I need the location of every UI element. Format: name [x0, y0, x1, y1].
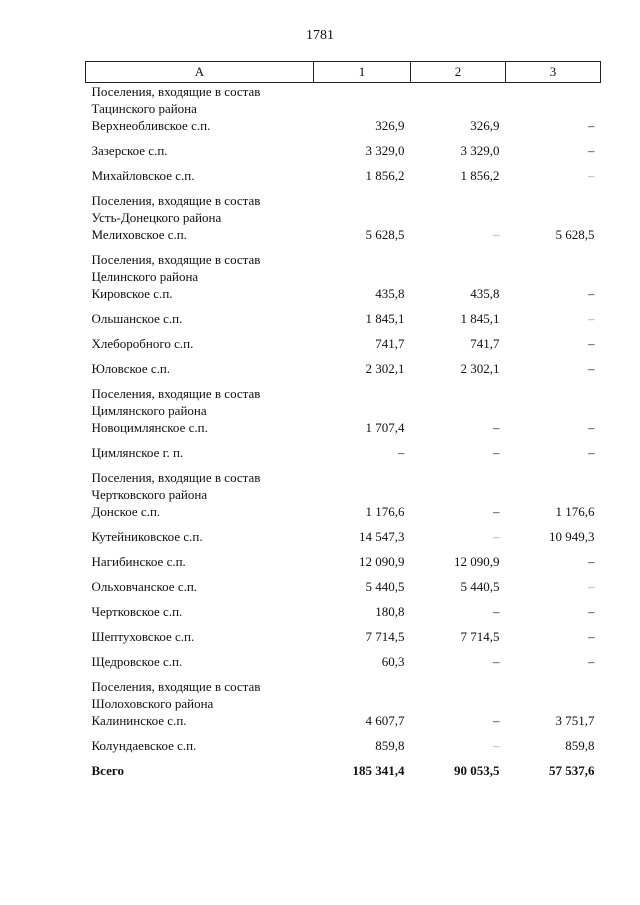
section-title-line: Поселения, входящие в состав: [91, 470, 261, 485]
value-cell-col-1: [314, 310, 411, 335]
value-text: 1 845,1: [460, 311, 500, 326]
value-cell-col-3: [506, 737, 601, 762]
settlement-name: Верхнеобливское с.п.: [91, 118, 211, 133]
value-cell-col-3: [506, 712, 601, 737]
section-title: [86, 678, 601, 712]
section-header-row: [86, 83, 601, 118]
table-row: [86, 603, 601, 628]
value-text: 1 176,6: [365, 504, 405, 519]
value-cell-col-3: [506, 444, 601, 469]
value-cell-col-3: [506, 503, 601, 528]
table-row: [86, 117, 601, 142]
value-text: 3 751,7: [555, 713, 595, 728]
value-cell-col-2: [411, 737, 506, 762]
value-text: 5 440,5: [460, 579, 500, 594]
value-text: 5 628,5: [555, 227, 595, 242]
section-title-line: Поселения, входящие в состав: [91, 679, 261, 694]
value-text: –: [493, 227, 500, 242]
value-cell-col-2: [411, 553, 506, 578]
value-text: 435,8: [375, 286, 405, 301]
value-text: 4 607,7: [365, 713, 405, 728]
value-cell-col-1: [314, 226, 411, 251]
settlement-name: Хлеборобного с.п.: [91, 336, 194, 351]
section-title-line: Цимлянского района: [91, 403, 207, 418]
table-row: [86, 285, 601, 310]
value-cell-col-1: [314, 117, 411, 142]
table-row: [86, 142, 601, 167]
table-row: [86, 310, 601, 335]
value-text: –: [588, 168, 595, 183]
table-row: [86, 653, 601, 678]
section-header-row: [86, 251, 601, 285]
value-text: 57 537,6: [549, 763, 595, 778]
settlement-name: Калининское с.п.: [91, 713, 187, 728]
value-text: 1 856,2: [365, 168, 405, 183]
value-text: –: [588, 554, 595, 569]
value-text: 2 302,1: [365, 361, 405, 376]
value-cell-col-2: [411, 360, 506, 385]
value-text: –: [493, 420, 500, 435]
value-cell-col-3: [506, 528, 601, 553]
section-title: [86, 385, 601, 419]
section-title: [86, 251, 601, 285]
section-title-line: Целинского района: [91, 269, 199, 284]
table-row: [86, 553, 601, 578]
value-text: 12 090,9: [359, 554, 405, 569]
settlement-name: Колундаевское с.п.: [91, 738, 197, 753]
value-text: –: [398, 445, 405, 460]
section-title-line: Тацинского района: [91, 101, 197, 116]
value-cell-col-3: [506, 360, 601, 385]
section-title-line: Поселения, входящие в состав: [91, 252, 261, 267]
value-cell-col-1: [314, 712, 411, 737]
value-cell-col-1: [314, 737, 411, 762]
header-cell-1: 1: [314, 62, 411, 83]
value-text: –: [588, 336, 595, 351]
table-row: [86, 503, 601, 528]
value-cell-col-1: [314, 528, 411, 553]
value-text: –: [493, 504, 500, 519]
value-text: –: [493, 445, 500, 460]
value-cell-col-1: [314, 603, 411, 628]
settlement-name: Юловское с.п.: [91, 361, 171, 376]
value-text: 326,9: [375, 118, 405, 133]
settlement-name: Донское с.п.: [91, 504, 161, 519]
value-text: 859,8: [375, 738, 405, 753]
table-row: [86, 528, 601, 553]
value-cell-col-2: [411, 117, 506, 142]
value-text: –: [493, 713, 500, 728]
value-text: –: [493, 654, 500, 669]
value-text: 3 329,0: [460, 143, 500, 158]
value-cell-col-2: [411, 528, 506, 553]
section-title-line: Поселения, входящие в состав: [91, 386, 261, 401]
section-title-line: Шолоховского района: [91, 696, 214, 711]
value-cell-col-2: [411, 419, 506, 444]
value-text: 5 440,5: [365, 579, 405, 594]
value-text: 1 856,2: [460, 168, 500, 183]
value-cell-col-2: [411, 335, 506, 360]
value-cell-col-3: [506, 419, 601, 444]
settlement-name: Шептуховское с.п.: [91, 629, 195, 644]
value-cell-col-2: [411, 310, 506, 335]
settlement-name: Зазерское с.п.: [91, 143, 168, 158]
settlement-name: Цимлянское г. п.: [91, 445, 184, 460]
value-text: 185 341,4: [352, 763, 405, 778]
section-title: [86, 192, 601, 226]
value-text: 1 845,1: [365, 311, 405, 326]
value-cell-col-1: [314, 553, 411, 578]
value-text: 7 714,5: [460, 629, 500, 644]
table-row: [86, 628, 601, 653]
value-text: –: [588, 654, 595, 669]
value-text: 741,7: [470, 336, 500, 351]
value-text: 12 090,9: [454, 554, 500, 569]
value-cell-col-2: [411, 628, 506, 653]
value-cell-col-2: [411, 712, 506, 737]
value-text: –: [588, 445, 595, 460]
value-cell-col-3: [506, 335, 601, 360]
section-title-line: Поселения, входящие в состав: [91, 84, 261, 99]
table-row: [86, 167, 601, 192]
value-text: –: [588, 420, 595, 435]
value-cell-col-2: [411, 603, 506, 628]
value-text: 2 302,1: [460, 361, 500, 376]
table-row: [86, 444, 601, 469]
value-text: 3 329,0: [365, 143, 405, 158]
header-cell-a: А: [86, 62, 314, 83]
value-cell-col-2: [411, 653, 506, 678]
value-cell-col-1: [314, 167, 411, 192]
value-cell-col-1: [314, 335, 411, 360]
value-cell-col-3: [506, 553, 601, 578]
section-title: [86, 83, 601, 118]
settlement-name: Мелиховское с.п.: [91, 227, 188, 242]
value-text: –: [588, 629, 595, 644]
value-cell-col-1: [314, 360, 411, 385]
value-text: –: [588, 604, 595, 619]
settlement-name: Чертковское с.п.: [91, 604, 183, 619]
section-title: [86, 469, 601, 503]
section-title-line: Усть-Донецкого района: [91, 210, 222, 225]
value-cell-col-1: [314, 419, 411, 444]
value-cell-col-1: [314, 444, 411, 469]
value-text: –: [588, 143, 595, 158]
value-cell-col-2: [411, 226, 506, 251]
section-header-row: [86, 678, 601, 712]
table-row: [86, 360, 601, 385]
value-cell-col-3: [506, 117, 601, 142]
value-text: 14 547,3: [359, 529, 405, 544]
value-cell-col-3: [506, 578, 601, 603]
settlement-name: Ольховчанское с.п.: [91, 579, 198, 594]
value-text: 7 714,5: [365, 629, 405, 644]
value-text: –: [588, 118, 595, 133]
value-cell-col-2: [411, 503, 506, 528]
value-cell-col-2: [411, 142, 506, 167]
table-row: [86, 578, 601, 603]
section-header-row: [86, 385, 601, 419]
value-text: –: [588, 311, 595, 326]
value-text: 859,8: [565, 738, 595, 753]
table-row: [86, 737, 601, 762]
table-body: [86, 83, 601, 788]
value-cell-col-2: [411, 285, 506, 310]
value-cell-col-1: [314, 285, 411, 310]
header-cell-3: 3: [506, 62, 601, 83]
header-cell-2: 2: [411, 62, 506, 83]
value-cell-col-2: [411, 762, 506, 787]
settlement-name: Кутейниковское с.п.: [91, 529, 203, 544]
value-text: 5 628,5: [365, 227, 405, 242]
value-text: –: [493, 604, 500, 619]
table-header: [86, 62, 601, 83]
value-text: 741,7: [375, 336, 405, 351]
value-cell-col-1: [314, 653, 411, 678]
section-title-line: Чертковского района: [91, 487, 208, 502]
value-text: 1 707,4: [365, 420, 405, 435]
value-text: 1 176,6: [555, 504, 595, 519]
value-cell-col-3: [506, 167, 601, 192]
value-cell-col-1: [314, 142, 411, 167]
value-text: –: [588, 579, 595, 594]
value-cell-col-3: [506, 762, 601, 787]
value-cell-col-3: [506, 226, 601, 251]
value-text: 180,8: [375, 604, 405, 619]
value-cell-col-3: [506, 285, 601, 310]
value-cell-col-2: [411, 578, 506, 603]
value-cell-col-3: [506, 310, 601, 335]
value-text: –: [493, 529, 500, 544]
value-text: 60,3: [381, 654, 405, 669]
value-cell-col-2: [411, 167, 506, 192]
total-label: Всего: [91, 763, 124, 778]
settlement-name: Щедровское с.п.: [91, 654, 183, 669]
table-row: [86, 419, 601, 444]
settlement-name: Новоцимлянское с.п.: [91, 420, 208, 435]
table-row: [86, 712, 601, 737]
value-text: –: [493, 738, 500, 753]
value-cell-col-1: [314, 762, 411, 787]
value-cell-col-2: [411, 444, 506, 469]
settlement-name: Кировское с.п.: [91, 286, 173, 301]
value-cell-col-1: [314, 578, 411, 603]
page-number: 1781: [306, 28, 334, 43]
value-cell-col-3: [506, 142, 601, 167]
value-text: –: [588, 361, 595, 376]
section-header-row: [86, 192, 601, 226]
value-cell-col-3: [506, 628, 601, 653]
header-row: [86, 62, 601, 83]
data-table: [85, 61, 601, 787]
table-row: [86, 226, 601, 251]
section-title-line: Поселения, входящие в состав: [91, 193, 261, 208]
total-row: [86, 762, 601, 787]
settlement-name: Михайловское с.п.: [91, 168, 195, 183]
value-text: 435,8: [470, 286, 500, 301]
value-cell-col-1: [314, 503, 411, 528]
value-cell-col-1: [314, 628, 411, 653]
value-cell-col-3: [506, 653, 601, 678]
table-row: [86, 335, 601, 360]
section-header-row: [86, 469, 601, 503]
value-text: 326,9: [470, 118, 500, 133]
settlement-name: Нагибинское с.п.: [91, 554, 186, 569]
value-cell-col-3: [506, 603, 601, 628]
settlement-name: Ольшанское с.п.: [91, 311, 183, 326]
value-text: 90 053,5: [454, 763, 500, 778]
value-text: 10 949,3: [549, 529, 595, 544]
value-text: –: [588, 286, 595, 301]
